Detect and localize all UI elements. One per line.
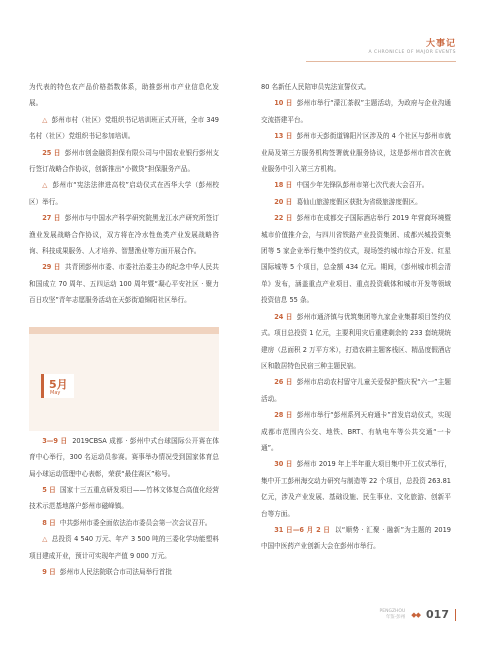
entry-date: 24 日 bbox=[274, 312, 293, 321]
entry-text: 彭州市天彭街道锦阳片区涉及的 4 个社区与彭州市就业局及第三方服务机构签署就业服务协议，这是彭州市首次在就业服务中引入第三方机构。 bbox=[261, 132, 451, 174]
entry-date: 31 日—6 月 2 日 bbox=[274, 525, 331, 534]
entry-text: 为代表的特色农产品价格指数体系，助推彭州市产业信息化发展。 bbox=[29, 83, 219, 108]
entry-date: 9 日 bbox=[42, 567, 56, 576]
entry bbox=[29, 210, 219, 259]
entry-date: 30 日 bbox=[274, 460, 293, 469]
entry-date: 27 日 bbox=[42, 214, 61, 223]
entry bbox=[29, 79, 219, 112]
entry-text: 中共彭州市委全面依法治市委员会第一次会议召开。 bbox=[59, 518, 212, 527]
month-banner bbox=[29, 327, 219, 431]
entry-date: 10 日 bbox=[274, 99, 293, 108]
entry-text: 葛仙山旅游度假区获批为省级旅游度假区。 bbox=[296, 197, 422, 206]
entry bbox=[261, 374, 451, 407]
entry-date: 20 日 bbox=[274, 197, 293, 206]
entry-date: 8 日 bbox=[42, 518, 56, 527]
entry-text: 彭州市在成都交子国际酒店举行 2019 年营商环境暨城市价值推介会，与四川省铁路产业投资集团、成都兴城投资集团等 5 家企业举行集中签约仪式，现场签约城市综合开发、红星国际城等 5 个项目，总金额 434 亿元。期间，《彭州城市机会清单》发布，涵盖重点产业项目、重点投资载体和城市开发等领域投资信息 55 条。 bbox=[261, 214, 451, 305]
entry-text: 彭州市村（社区）党组织书记培训班正式开班，全市 349 名村（社区）党组织书记参加培训。 bbox=[29, 115, 219, 141]
entry bbox=[29, 482, 219, 515]
entry-text: 80 名新任人民陪审员宪法宣誓仪式。 bbox=[261, 83, 371, 91]
entry-text: 中国少年先锋队彭州市第七次代表大会召开。 bbox=[296, 181, 429, 190]
month-label-en: May bbox=[50, 390, 61, 396]
entry-text: 彭州市举行“濛江茶叙”主题活动，为政府与企业沟通交流搭建平台。 bbox=[261, 99, 451, 124]
entry-text: 共青团彭州市委、市委社治委主办的纪念中华人民共和国成立 70 周年、五四运动 100 周年暨“凝心平安社区 · 聚力百日攻坚”青年志愿服务活动在天彭街道锦阳社区举行。 bbox=[29, 263, 219, 305]
entry bbox=[261, 456, 451, 522]
page-number-rule bbox=[455, 609, 456, 621]
entry bbox=[29, 145, 219, 178]
entry bbox=[29, 531, 219, 564]
page-number: 017 bbox=[426, 608, 449, 621]
entry-text: 彭州市“宪法法律进高校”启动仪式在西华大学（彭州校区）举行。 bbox=[29, 181, 219, 206]
entry-text: 彭州市启动农村留守儿童关爱保护暨庆祝“六一”主题活动。 bbox=[261, 378, 451, 403]
entry bbox=[261, 309, 451, 375]
entry-text: 2019CBSA 成都 · 彭州中式台球国际公开赛在体育中心举行，300 名运动员参赛。赛事举办情况受到国家体育总局小球运动管理中心表彰，荣获“最佳赛区”称号。 bbox=[29, 436, 219, 478]
entry-text: 彭州市人民法院联合市司法局举行首批 bbox=[59, 567, 172, 576]
section-subtitle: A CHRONICLE OF MAJOR EVENTS bbox=[368, 50, 456, 55]
entry bbox=[29, 177, 219, 210]
entry-text: 彭州市举行“彭州系列天府通卡”首发启动仪式，实现成都市范围内公交、地铁、BRT、有轨电车等公共交通“一卡通”。 bbox=[261, 411, 451, 452]
entry bbox=[261, 128, 451, 177]
page-footer bbox=[380, 608, 456, 621]
entry bbox=[261, 194, 451, 210]
entry-date: △ bbox=[42, 535, 48, 544]
entry bbox=[29, 515, 219, 531]
entry-date: 28 日 bbox=[274, 411, 293, 420]
entry-date: 18 日 bbox=[274, 181, 293, 190]
footer-logo bbox=[380, 609, 406, 621]
entry-date: △ bbox=[42, 181, 48, 190]
header-rule bbox=[306, 61, 456, 62]
entry-date: △ bbox=[42, 115, 48, 124]
entry-date: 25 日 bbox=[42, 148, 61, 157]
entry bbox=[29, 564, 219, 580]
entry-date: 29 日 bbox=[42, 263, 61, 272]
page-header bbox=[368, 36, 456, 55]
entry-date: 5 日 bbox=[42, 485, 56, 494]
entry bbox=[261, 407, 451, 456]
entry bbox=[261, 79, 451, 95]
footer-logo-line1: PENGZHOU bbox=[379, 608, 406, 614]
entry-date: 22 日 bbox=[274, 214, 293, 223]
entry-text: 以“顺势 · 汇聚 · 融新”为主题的 2019 中国中医药产业创新大会在彭州市举行。 bbox=[261, 525, 451, 551]
entry bbox=[261, 210, 451, 308]
entry bbox=[261, 95, 451, 128]
month-tag bbox=[41, 374, 74, 398]
entry-date: 13 日 bbox=[274, 132, 293, 141]
right-column bbox=[261, 79, 451, 555]
section-title: 大事记 bbox=[425, 39, 456, 49]
month-banner-bar bbox=[29, 327, 219, 334]
entry bbox=[29, 112, 219, 145]
entry-text: 总投资 4 540 万元、年产 3 500 吨的三委化学功能塑料项目建成开业，预计可实现年产值 9 000 万元。 bbox=[29, 535, 219, 560]
entry-text: 彭州市通济镇与优筑集团等九家企业集群项目签约仪式。项目总投资 1 亿元，主要利用灾后重建剩余的 233 套统规统建房（总面积 2 万平方米），打造农耕主题客栈区、精品度假酒店区和散居特色民宿三种主题民宿。 bbox=[261, 312, 452, 370]
entry-text: 彭州市创金融资担保有限公司与中国农业银行彭州支行签订战略合作协议，创新推出“小微贷”担保服务产品。 bbox=[29, 148, 219, 174]
entry bbox=[29, 433, 219, 482]
footer-logo-line2: 年鉴·彭州 bbox=[385, 614, 406, 620]
entry-date: 26 日 bbox=[274, 378, 293, 387]
entry-text: 国家十三五重点研发项目——竹林文体复合高值化经营技术示范基地落户彭州市磁峰镇。 bbox=[29, 485, 219, 511]
month-label: 5月 bbox=[49, 378, 68, 391]
entry bbox=[29, 259, 219, 308]
entry-text: 彭州市 2019 年上半年重大项目集中开工仪式举行，集中开工彭州海交动力研究与制造等 22 个项目，总投资 263.81 亿元，涉及产业发展、基础设施、民生事业、文化旅游、创新平台等方面。 bbox=[261, 460, 451, 518]
entry-text: 彭州市与中国水产科学研究院黑龙江水产研究所签订渔业发展战略合作协议，双方将在冷水性鱼类产业发展战略咨询、科技成果服务、人才培养、智慧渔业等方面开展合作。 bbox=[29, 214, 219, 256]
entry bbox=[261, 177, 451, 193]
entry-date: 3—9 日 bbox=[42, 436, 68, 445]
entry bbox=[261, 522, 451, 555]
diamond-icon: ◆◆ bbox=[411, 610, 421, 619]
